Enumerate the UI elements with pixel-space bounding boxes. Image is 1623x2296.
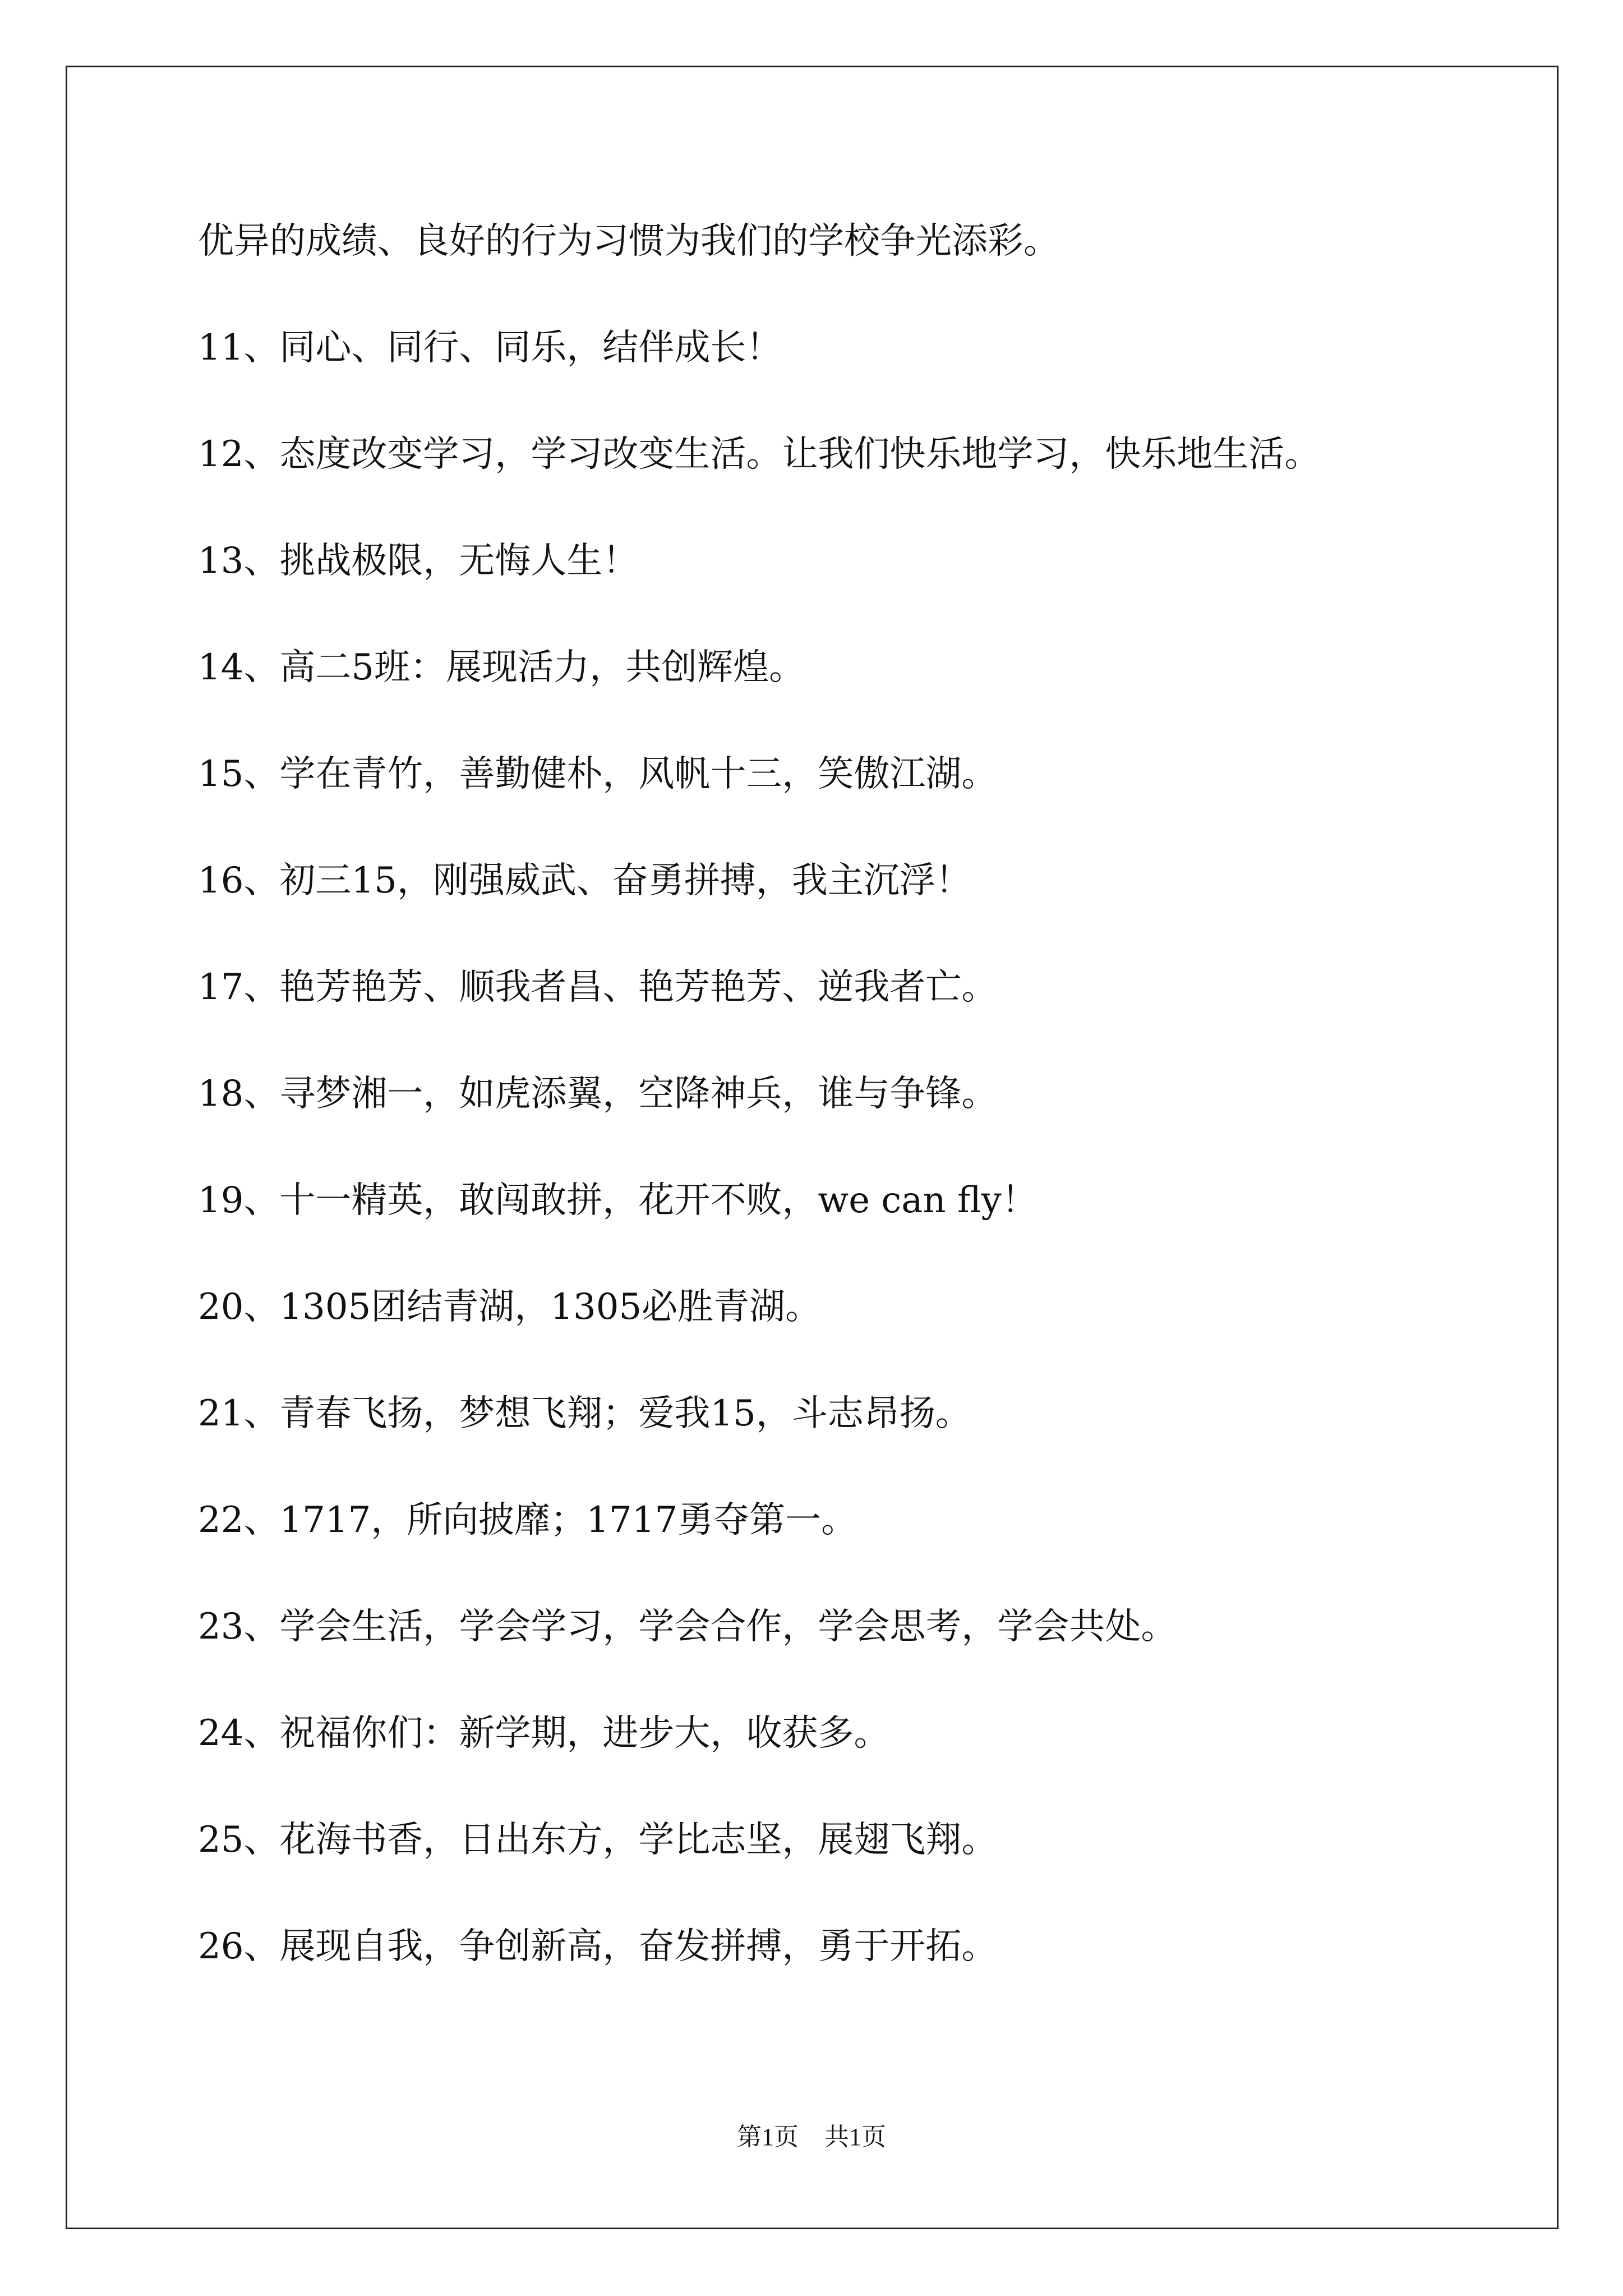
text-line: 16、初三15，刚强威武、奋勇拼搏，我主沉浮！: [198, 860, 971, 901]
text-line: 15、学在青竹，善勤健朴，风帆十三，笑傲江湖。: [198, 753, 998, 795]
text-line: 26、展现自我，争创新高，奋发拼搏，勇于开拓。: [198, 1926, 998, 1967]
text-line: 优异的成绩、良好的行为习惯为我们的学校争光添彩。: [198, 220, 1059, 262]
text-line: 23、学会生活，学会学习，学会合作，学会思考，学会共处。: [198, 1606, 1177, 1648]
text-line: 25、花海书香，日出东方，学比志坚，展翅飞翔。: [198, 1819, 998, 1861]
text-line: 11、同心、同行、同乐，结伴成长！: [198, 327, 782, 369]
text-line: 24、祝福你们：新学期，进步大，收获多。: [198, 1713, 890, 1754]
text-line: 20、1305团结青湖，1305必胜青湖。: [198, 1286, 822, 1328]
page-number: 第1页: [737, 2123, 799, 2151]
text-line: 17、艳芳艳芳、顺我者昌、艳芳艳芳、逆我者亡。: [198, 967, 998, 1008]
page-footer: [0, 2122, 1623, 2153]
text-line: 12、态度改变学习，学习改变生活。让我们快乐地学习，快乐地生活。: [198, 434, 1321, 475]
text-line: 19、十一精英，敢闯敢拼，花开不败，we can fly！: [198, 1180, 1038, 1221]
text-line: 13、挑战极限，无悔人生！: [198, 540, 639, 582]
text-line: 21、青春飞扬，梦想飞翔；爱我15，斗志昂扬。: [198, 1393, 971, 1434]
page-total: 共1页: [824, 2123, 886, 2151]
text-line: 14、高二5班：展现活力，共创辉煌。: [198, 647, 805, 688]
page-border: [66, 66, 1559, 2229]
text-line: 22、1717，所向披靡；1717勇夺第一。: [198, 1499, 857, 1541]
text-line: 18、寻梦湘一，如虎添翼，空降神兵，谁与争锋。: [198, 1073, 998, 1115]
